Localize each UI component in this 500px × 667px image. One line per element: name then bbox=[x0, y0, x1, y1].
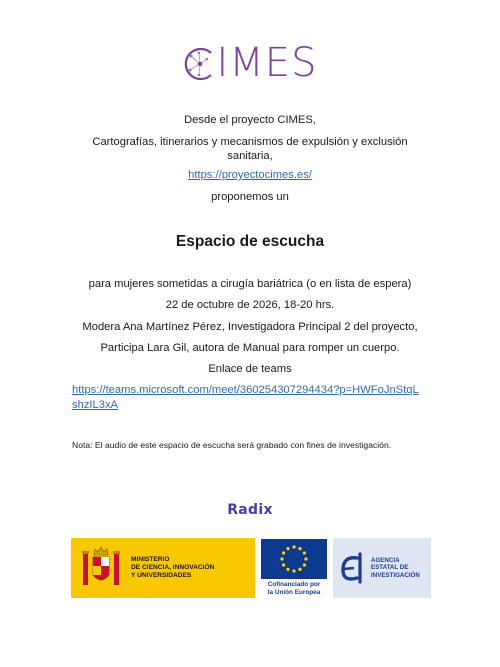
eu-cofunded-text bbox=[268, 581, 321, 596]
aei-line3: INVESTIGACIÓN bbox=[371, 571, 420, 579]
teams-link-line2: shzIL3xA bbox=[72, 399, 119, 411]
eu-line2: la Unión Europea bbox=[267, 588, 321, 596]
intro-line-title: Cartografías, itinerarios y mecanismos de expulsión y exclusión bbox=[92, 136, 408, 148]
aei-logo bbox=[333, 538, 431, 598]
ministerio-line3: Y UNIVERSIDADES bbox=[131, 572, 192, 579]
ministerio-logo bbox=[71, 538, 255, 598]
aei-name bbox=[371, 557, 420, 580]
teams-meeting-link[interactable] bbox=[72, 383, 432, 413]
intro-line-project: Desde el proyecto CIMES, bbox=[184, 114, 316, 126]
ministerio-line2: DE CIENCIA, INNOVACIÓN bbox=[131, 564, 215, 571]
event-moderator: Modera Ana Martínez Pérez, Investigadora Principal 2 del proyecto, bbox=[82, 321, 418, 333]
event-participant: Participa Lara Gil, autora de Manual para romper un cuerpo. bbox=[100, 342, 400, 354]
project-website-link[interactable]: https://proyectocimes.es/ bbox=[188, 169, 312, 181]
aei-ei-icon bbox=[339, 548, 365, 588]
funders-logo-strip bbox=[71, 538, 431, 598]
teams-label: Enlace de teams bbox=[208, 363, 292, 375]
recording-note: Nota: El audio de este espacio de escucha será grabado con fines de investigación. bbox=[72, 440, 392, 450]
aei-line2: ESTATAL DE bbox=[371, 564, 409, 572]
ministerio-name bbox=[131, 556, 214, 580]
event-date: 22 de octubre de 2026, 18-20 hrs. bbox=[165, 299, 335, 311]
ministerio-line1: MINISTERIO bbox=[131, 556, 170, 563]
eu-cofunded-logo bbox=[259, 538, 329, 598]
cimes-logo bbox=[0, 40, 500, 86]
intro-line-title-cont: sanitaria, bbox=[227, 150, 273, 162]
eu-line1: Cofinanciado por bbox=[267, 581, 321, 588]
event-audience: para mujeres sometidas a cirugía bariátrica (o en lista de espera) bbox=[88, 278, 412, 290]
spain-coat-of-arms-icon bbox=[81, 545, 121, 591]
intro-line-propose: proponemos un bbox=[211, 191, 289, 203]
cimes-network-c-icon bbox=[183, 43, 217, 83]
teams-link-line1: https://teams.microsoft.com/meet/360254307294434?p=HWFoJnStqL bbox=[72, 384, 419, 396]
eu-flag-icon bbox=[261, 539, 327, 579]
event-title: Espacio de escucha bbox=[175, 233, 325, 250]
radix-logo: Radix bbox=[227, 502, 273, 518]
cimes-logo-text: IMES bbox=[216, 40, 318, 86]
aei-line1: AGENCIA bbox=[371, 556, 400, 564]
cimes-wordmark bbox=[183, 40, 318, 86]
